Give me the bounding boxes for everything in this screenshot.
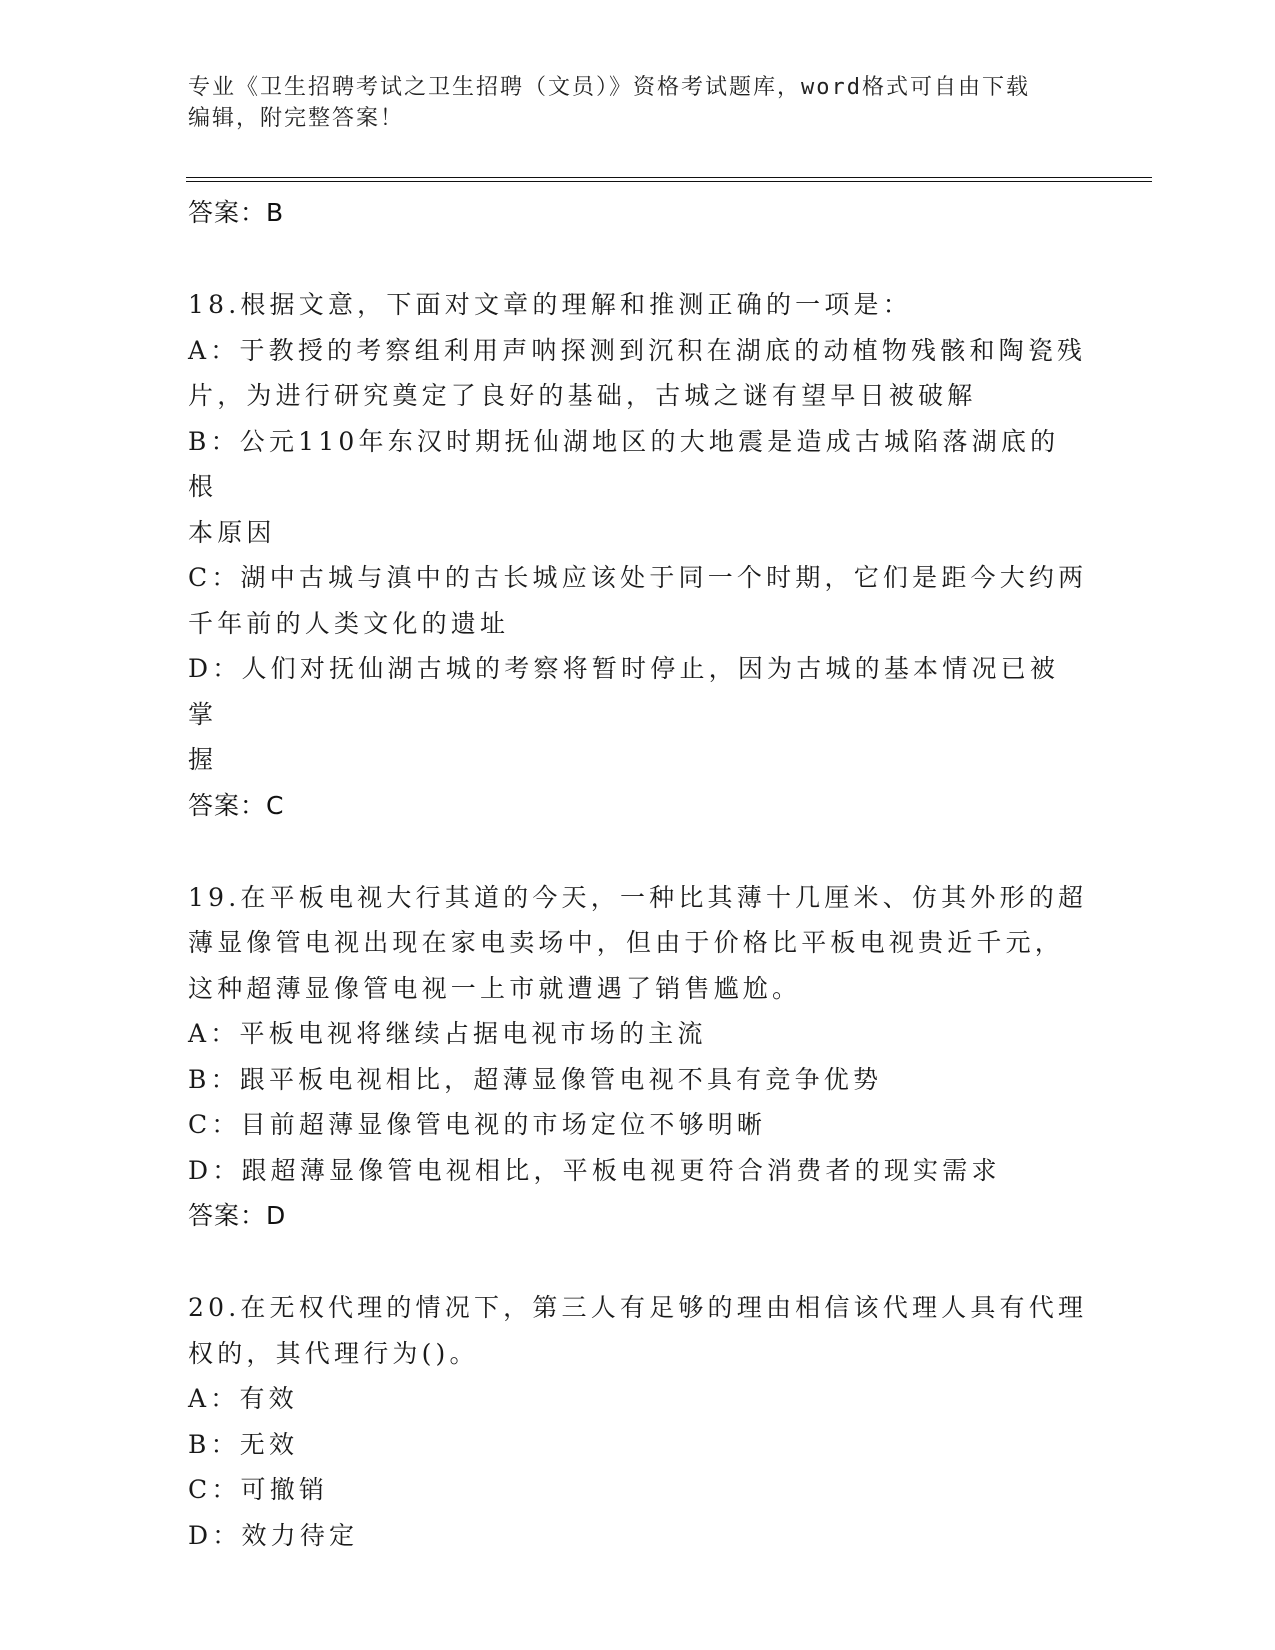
stem-line: 19.在平板电视大行其道的今天，一种比其薄十几厘米、仿其外形的超	[188, 882, 1088, 912]
document-body	[188, 190, 1088, 1558]
option-line: 本原因	[188, 517, 276, 547]
option-line: A：平板电视将继续占据电视市场的主流	[188, 1019, 707, 1048]
answer-19: 答案：D	[188, 1201, 287, 1230]
option-line: D：跟超薄显像管电视相比，平板电视更符合消费者的现实需求	[188, 1155, 1001, 1185]
question-19	[188, 875, 1088, 1240]
option-c	[188, 1467, 1088, 1513]
question-18	[188, 282, 1088, 829]
question-20	[188, 1285, 1088, 1558]
option-c	[188, 1102, 1088, 1148]
option-line: B：公元110年东汉时期抚仙湖地区的大地震是造成古城陷落湖底的根	[188, 426, 1060, 501]
answer-17: 答案：B	[188, 198, 285, 227]
option-line: C：目前超薄显像管电视的市场定位不够明晰	[188, 1110, 767, 1139]
header-rule-bottom	[186, 181, 1152, 182]
option-d	[188, 1148, 1088, 1194]
stem-line: 权的，其代理行为()。	[188, 1338, 479, 1368]
question-stem	[188, 282, 1088, 328]
option-a	[188, 1011, 1088, 1057]
header-line-1: 专业《卫生招聘考试之卫生招聘（文员）》资格考试题库，word格式可自由下载	[188, 75, 1030, 100]
option-c	[188, 555, 1088, 646]
answer-18: 答案：C	[188, 790, 285, 820]
option-b	[188, 1057, 1088, 1103]
option-line: 千年前的人类文化的遗址	[188, 608, 510, 638]
stem-line: 20.在无权代理的情况下，第三人有足够的理由相信该代理人具有代理	[188, 1293, 1088, 1322]
stem-line: 这种超薄显像管电视一上市就遭遇了销售尴尬。	[188, 973, 802, 1003]
option-line: C：可撤销	[188, 1475, 329, 1504]
option-d	[188, 646, 1088, 783]
option-b	[188, 419, 1088, 556]
document-header	[188, 72, 1088, 134]
stem-line: 薄显像管电视出现在家电卖场中，但由于价格比平板电视贵近千元，	[188, 928, 1065, 957]
option-line: A：有效	[188, 1384, 298, 1413]
option-line: D：效力待定	[188, 1520, 359, 1550]
option-line: C：湖中古城与滇中的古长城应该处于同一个时期，它们是距今大约两	[188, 563, 1088, 592]
option-a	[188, 328, 1088, 419]
header-rule-top	[186, 177, 1152, 178]
option-a	[188, 1376, 1088, 1422]
option-line: B：无效	[188, 1429, 299, 1459]
option-line: 片，为进行研究奠定了良好的基础，古城之谜有望早日被破解	[188, 381, 977, 410]
stem-line: 18.根据文意，下面对文章的理解和推测正确的一项是：	[188, 290, 912, 319]
header-line-2: 编辑，附完整答案！	[188, 106, 405, 131]
option-line: B：跟平板电视相比，超薄显像管电视不具有竞争优势	[188, 1064, 883, 1094]
option-d	[188, 1513, 1088, 1559]
option-line: 握	[188, 745, 218, 774]
option-line: D：人们对抚仙湖古城的考察将暂时停止，因为古城的基本情况已被掌	[188, 654, 1060, 729]
option-line: A：于教授的考察组利用声呐探测到沉积在湖底的动植物残骸和陶瓷残	[188, 335, 1087, 365]
question-stem	[188, 875, 1088, 1012]
option-b	[188, 1422, 1088, 1468]
question-stem	[188, 1285, 1088, 1376]
